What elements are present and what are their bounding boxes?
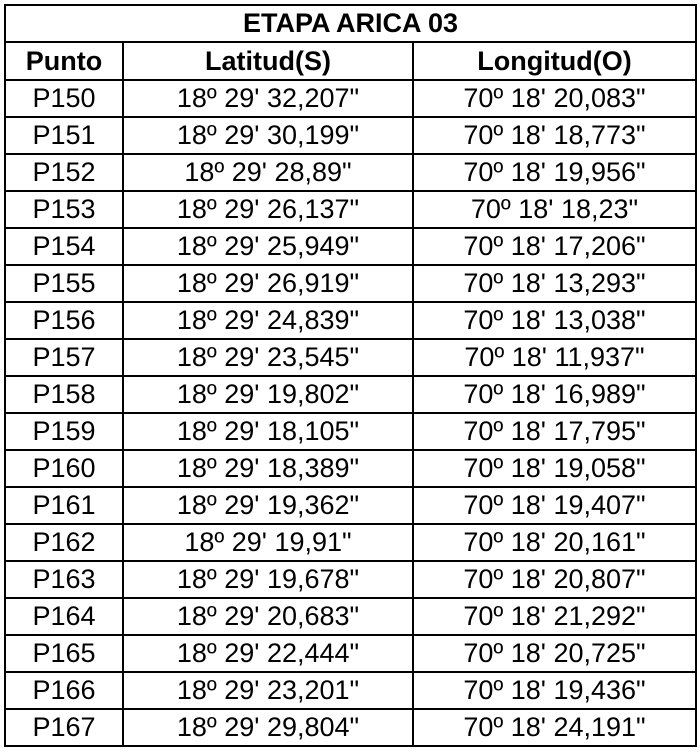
table-row: [5, 302, 696, 339]
cell-latitud: 18º 29' 19,362": [123, 487, 413, 524]
cell-latitud: 18º 29' 24,839": [123, 302, 413, 339]
cell-latitud: 18º 29' 23,545": [123, 339, 413, 376]
cell-latitud: 18º 29' 19,802": [123, 376, 413, 413]
cell-punto: P166: [5, 672, 123, 709]
cell-punto: P153: [5, 191, 123, 228]
cell-latitud: 18º 29' 25,949": [123, 228, 413, 265]
cell-latitud: 18º 29' 19,678": [123, 561, 413, 598]
cell-punto: P156: [5, 302, 123, 339]
cell-longitud: 70º 18' 18,23": [413, 191, 696, 228]
header-row: [5, 42, 696, 80]
cell-punto: P154: [5, 228, 123, 265]
cell-longitud: 70º 18' 21,292": [413, 598, 696, 635]
cell-punto: P164: [5, 598, 123, 635]
table-title: ETAPA ARICA 03: [5, 5, 696, 42]
cell-latitud: 18º 29' 20,683": [123, 598, 413, 635]
cell-longitud: 70º 18' 13,293": [413, 265, 696, 302]
cell-punto: P160: [5, 450, 123, 487]
cell-punto: P161: [5, 487, 123, 524]
table-row: [5, 524, 696, 561]
cell-latitud: 18º 29' 18,389": [123, 450, 413, 487]
cell-punto: P151: [5, 117, 123, 154]
cell-latitud: 18º 29' 26,137": [123, 191, 413, 228]
cell-latitud: 18º 29' 29,804": [123, 709, 413, 746]
cell-longitud: 70º 18' 20,725": [413, 635, 696, 672]
table-head: [5, 5, 696, 80]
cell-punto: P152: [5, 154, 123, 191]
cell-longitud: 70º 18' 19,956": [413, 154, 696, 191]
table-row: [5, 117, 696, 154]
table-body: [5, 80, 696, 746]
table-row: [5, 376, 696, 413]
cell-punto: P162: [5, 524, 123, 561]
column-header-latitud: Latitud(S): [123, 42, 413, 80]
table-row: [5, 635, 696, 672]
cell-longitud: 70º 18' 18,773": [413, 117, 696, 154]
cell-punto: P155: [5, 265, 123, 302]
coordinates-table-container: [4, 4, 697, 747]
cell-longitud: 70º 18' 17,795": [413, 413, 696, 450]
table-row: [5, 80, 696, 117]
cell-latitud: 18º 29' 28,89": [123, 154, 413, 191]
title-row: [5, 5, 696, 42]
column-header-punto: Punto: [5, 42, 123, 80]
cell-longitud: 70º 18' 19,407": [413, 487, 696, 524]
cell-longitud: 70º 18' 11,937": [413, 339, 696, 376]
cell-punto: P158: [5, 376, 123, 413]
cell-longitud: 70º 18' 19,058": [413, 450, 696, 487]
cell-punto: P163: [5, 561, 123, 598]
cell-punto: P159: [5, 413, 123, 450]
cell-latitud: 18º 29' 22,444": [123, 635, 413, 672]
cell-longitud: 70º 18' 16,989": [413, 376, 696, 413]
cell-punto: P157: [5, 339, 123, 376]
table-row: [5, 191, 696, 228]
table-row: [5, 413, 696, 450]
cell-longitud: 70º 18' 24,191": [413, 709, 696, 746]
column-header-longitud: Longitud(O): [413, 42, 696, 80]
table-row: [5, 598, 696, 635]
cell-longitud: 70º 18' 20,807": [413, 561, 696, 598]
table-row: [5, 450, 696, 487]
cell-longitud: 70º 18' 13,038": [413, 302, 696, 339]
cell-latitud: 18º 29' 23,201": [123, 672, 413, 709]
cell-latitud: 18º 29' 32,207": [123, 80, 413, 117]
table-row: [5, 709, 696, 746]
table-row: [5, 561, 696, 598]
cell-punto: P150: [5, 80, 123, 117]
cell-longitud: 70º 18' 20,083": [413, 80, 696, 117]
cell-longitud: 70º 18' 17,206": [413, 228, 696, 265]
cell-latitud: 18º 29' 19,91": [123, 524, 413, 561]
table-row: [5, 487, 696, 524]
cell-punto: P167: [5, 709, 123, 746]
cell-latitud: 18º 29' 18,105": [123, 413, 413, 450]
table-row: [5, 339, 696, 376]
cell-latitud: 18º 29' 26,919": [123, 265, 413, 302]
table-row: [5, 228, 696, 265]
table-row: [5, 154, 696, 191]
cell-latitud: 18º 29' 30,199": [123, 117, 413, 154]
table-row: [5, 672, 696, 709]
cell-punto: P165: [5, 635, 123, 672]
coordinates-table: [4, 4, 697, 747]
cell-longitud: 70º 18' 19,436": [413, 672, 696, 709]
cell-longitud: 70º 18' 20,161": [413, 524, 696, 561]
table-row: [5, 265, 696, 302]
